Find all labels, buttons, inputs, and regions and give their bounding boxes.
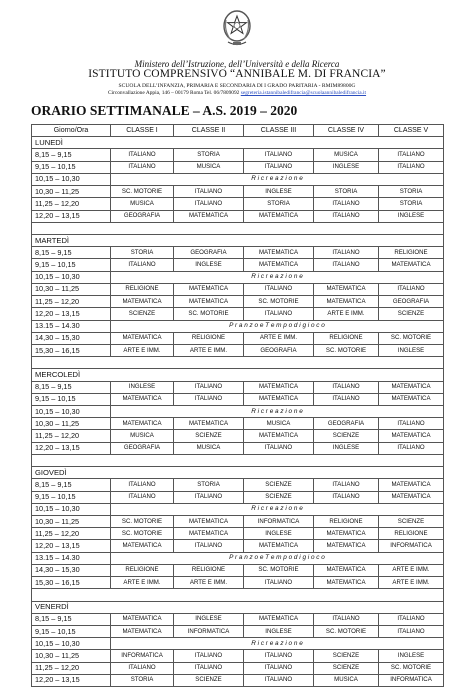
day-header-row — [32, 467, 444, 479]
subject-cell: ITALIANO — [174, 540, 244, 552]
subject-cell: ITALIANO — [379, 161, 444, 173]
subject-cell: MATEMATICA — [174, 418, 244, 430]
break-label: R i c r e a z i o n e — [111, 638, 444, 650]
subject-cell: GEOGRAFIA — [379, 296, 444, 308]
subject-cell: SCIENZE — [174, 674, 244, 686]
subject-cell: ITALIANO — [244, 650, 314, 662]
subject-cell: GEOGRAFIA — [244, 344, 314, 356]
break-label: R i c r e a z i o n e — [111, 503, 444, 515]
subject-cell: INFORMATICA — [379, 540, 444, 552]
subject-cell: RELIGIONE — [379, 247, 444, 259]
time-slot: 8,15 – 9,15 — [32, 613, 111, 625]
subject-cell: ITALIANO — [244, 149, 314, 161]
subject-cell: INGLESE — [244, 528, 314, 540]
time-slot: 8,15 – 9,15 — [32, 381, 111, 393]
table-row — [32, 210, 444, 222]
subject-cell: ARTE E IMM. — [111, 577, 174, 589]
empty-cell — [32, 222, 444, 234]
time-slot: 11,25 – 12,20 — [32, 198, 111, 210]
subject-cell: MUSICA — [314, 674, 379, 686]
empty-cell — [32, 357, 444, 369]
time-slot: 9,15 – 10,15 — [32, 259, 111, 271]
subject-cell: MATEMATICA — [379, 430, 444, 442]
table-row — [32, 247, 444, 259]
time-slot: 12,20 – 13,15 — [32, 540, 111, 552]
table-row — [32, 650, 444, 662]
column-header: CLASSE III — [244, 125, 314, 137]
subject-cell: MATEMATICA — [379, 259, 444, 271]
subject-cell: ARTE E IMM. — [111, 344, 174, 356]
time-slot: 8,15 – 9,15 — [32, 149, 111, 161]
school-subtitle: SCUOLA DELL’INFANZIA, PRIMARIA E SECONDARIA DI I GRADO PARITARIA - RMIM89800G — [118, 83, 356, 89]
subject-cell: MATEMATICA — [244, 210, 314, 222]
subject-cell: ITALIANO — [111, 259, 174, 271]
table-row — [32, 516, 444, 528]
subject-cell: RELIGIONE — [314, 332, 379, 344]
table-row — [32, 296, 444, 308]
subject-cell: INGLESE — [379, 210, 444, 222]
subject-cell: ITALIANO — [111, 149, 174, 161]
subject-cell: ITALIANO — [314, 198, 379, 210]
table-row — [32, 259, 444, 271]
subject-cell: SCIENZE — [314, 650, 379, 662]
subject-cell: MATEMATICA — [111, 418, 174, 430]
subject-cell: SC. MOTORIE — [111, 516, 174, 528]
subject-cell: STORIA — [111, 674, 174, 686]
subject-cell: ARTE E IMM. — [174, 344, 244, 356]
subject-cell: INFORMATICA — [111, 650, 174, 662]
subject-cell: ITALIANO — [379, 442, 444, 454]
time-slot: 14,30 – 15,30 — [32, 332, 111, 344]
subject-cell: MATEMATICA — [244, 247, 314, 259]
subject-cell: ITALIANO — [379, 625, 444, 637]
subject-cell: ITALIANO — [379, 149, 444, 161]
subject-cell: MUSICA — [174, 161, 244, 173]
time-slot: 10,15 – 10,30 — [32, 638, 111, 650]
subject-cell: INGLESE — [314, 442, 379, 454]
time-slot: 9,15 – 10,15 — [32, 161, 111, 173]
subject-cell: GEOGRAFIA — [314, 418, 379, 430]
column-header: CLASSE II — [174, 125, 244, 137]
subject-cell: STORIA — [244, 198, 314, 210]
break-label: R i c r e a z i o n e — [111, 173, 444, 185]
spacer-row — [32, 222, 444, 234]
table-row — [32, 283, 444, 295]
time-slot: 15,30 – 16,15 — [32, 577, 111, 589]
subject-cell: RELIGIONE — [111, 564, 174, 576]
email-link[interactable]: segreteria.istannibaledifrancia@scuolaannibaledifrancia.it — [240, 90, 367, 96]
spacer-row — [32, 357, 444, 369]
subject-cell: MATEMATICA — [244, 540, 314, 552]
subject-cell: MATEMATICA — [244, 613, 314, 625]
subject-cell: RELIGIONE — [174, 332, 244, 344]
time-slot: 9,15 – 10,15 — [32, 491, 111, 503]
subject-cell: MUSICA — [111, 198, 174, 210]
time-slot: 11,25 – 12,20 — [32, 662, 111, 674]
time-slot: 10,15 – 10,30 — [32, 503, 111, 515]
table-row — [32, 540, 444, 552]
day-header-row — [32, 601, 444, 613]
subject-cell: ITALIANO — [314, 479, 379, 491]
subject-cell: SCIENZE — [174, 430, 244, 442]
subject-cell: ITALIANO — [111, 161, 174, 173]
subject-cell: STORIA — [174, 479, 244, 491]
subject-cell: MATEMATICA — [314, 296, 379, 308]
ministry-line: Ministero dell’Istruzione, dell’Università e della Ricerca — [134, 59, 340, 69]
break-label: R i c r e a z i o n e — [111, 406, 444, 418]
day-row-filler — [111, 467, 444, 479]
subject-cell: INGLESE — [314, 161, 379, 173]
time-slot: 15,30 – 16,15 — [32, 344, 111, 356]
break-label: P r a n z o e T e m p o d i g i o c o — [111, 552, 444, 564]
subject-cell: MATEMATICA — [379, 479, 444, 491]
table-row — [32, 491, 444, 503]
subject-cell: GEOGRAFIA — [111, 442, 174, 454]
subject-cell: SCIENZE — [379, 516, 444, 528]
subject-cell: GEOGRAFIA — [111, 210, 174, 222]
subject-cell: ARTE E IMM. — [244, 332, 314, 344]
subject-cell: INFORMATICA — [174, 625, 244, 637]
subject-cell: ITALIANO — [314, 259, 379, 271]
subject-cell: SC. MOTORIE — [244, 296, 314, 308]
time-slot: 8,15 – 9,15 — [32, 247, 111, 259]
time-slot: 12,20 – 13,15 — [32, 674, 111, 686]
table-row — [32, 674, 444, 686]
day-row-filler — [111, 137, 444, 149]
subject-cell: ITALIANO — [244, 161, 314, 173]
empty-cell — [32, 589, 444, 601]
break-row — [32, 271, 444, 283]
time-slot: 10,15 – 10,30 — [32, 271, 111, 283]
table-header-row — [32, 125, 444, 137]
day-header-row — [32, 369, 444, 381]
subject-cell: MATEMATICA — [174, 516, 244, 528]
time-slot: 13.15 – 14.30 — [32, 320, 111, 332]
subject-cell: SCIENZE — [379, 308, 444, 320]
subject-cell: ITALIANO — [244, 662, 314, 674]
table-row — [32, 528, 444, 540]
subject-cell: STORIA — [111, 247, 174, 259]
subject-cell: ITALIANO — [174, 381, 244, 393]
page-title: ORARIO SETTIMANALE – A.S. 2019 – 2020 — [31, 103, 298, 118]
column-header: Giorno/Ora — [32, 125, 111, 137]
address-text: Circonvallazione Appia, 146 – 00179 Roma Tel. 06/7809092 — [107, 90, 240, 96]
subject-cell: SCIENZE — [111, 308, 174, 320]
break-row — [32, 173, 444, 185]
time-slot: 10,30 – 11,25 — [32, 516, 111, 528]
subject-cell: SCIENZE — [314, 662, 379, 674]
table-row — [32, 430, 444, 442]
subject-cell: MATEMATICA — [244, 430, 314, 442]
subject-cell: ITALIANO — [314, 381, 379, 393]
subject-cell: STORIA — [379, 198, 444, 210]
subject-cell: ITALIANO — [314, 210, 379, 222]
subject-cell: INGLESE — [244, 186, 314, 198]
subject-cell: MUSICA — [174, 442, 244, 454]
day-label: LUNEDÌ — [32, 137, 111, 149]
subject-cell: MATEMATICA — [244, 381, 314, 393]
subject-cell: ITALIANO — [379, 418, 444, 430]
subject-cell: SC. MOTORIE — [244, 564, 314, 576]
time-slot: 8,15 – 9,15 — [32, 479, 111, 491]
table-row — [32, 198, 444, 210]
subject-cell: SC. MOTORIE — [379, 332, 444, 344]
table-row — [32, 344, 444, 356]
day-label: MERCOLEDÌ — [32, 369, 111, 381]
school-name: ISTITUTO COMPRENSIVO “ANNIBALE M. DI FRANCIA” — [88, 68, 386, 80]
subject-cell: RELIGIONE — [111, 283, 174, 295]
subject-cell: MATEMATICA — [111, 540, 174, 552]
table-row — [32, 418, 444, 430]
table-row — [32, 613, 444, 625]
break-row — [32, 552, 444, 564]
schedule-table — [31, 124, 444, 687]
time-slot: 11,25 – 12,20 — [32, 296, 111, 308]
subject-cell: INGLESE — [244, 625, 314, 637]
subject-cell: MATEMATICA — [379, 393, 444, 405]
subject-cell: ARTE E IMM. — [314, 308, 379, 320]
table-row — [32, 186, 444, 198]
subject-cell: ITALIANO — [174, 393, 244, 405]
subject-cell: ITALIANO — [174, 662, 244, 674]
subject-cell: ITALIANO — [244, 577, 314, 589]
subject-cell: ARTE E IMM. — [379, 564, 444, 576]
subject-cell: GEOGRAFIA — [174, 247, 244, 259]
subject-cell: ITALIANO — [174, 198, 244, 210]
table-row — [32, 564, 444, 576]
subject-cell: ARTE E IMM. — [174, 577, 244, 589]
subject-cell: MATEMATICA — [111, 393, 174, 405]
column-header: CLASSE IV — [314, 125, 379, 137]
subject-cell: MATEMATICA — [314, 564, 379, 576]
subject-cell: ITALIANO — [244, 674, 314, 686]
schedule-body — [32, 137, 444, 687]
time-slot: 12,20 – 13,15 — [32, 308, 111, 320]
table-row — [32, 161, 444, 173]
time-slot: 10,15 – 10,30 — [32, 406, 111, 418]
column-header: CLASSE I — [111, 125, 174, 137]
subject-cell: MUSICA — [314, 149, 379, 161]
spacer-row — [32, 454, 444, 466]
subject-cell: RELIGIONE — [379, 528, 444, 540]
subject-cell: MATEMATICA — [174, 528, 244, 540]
table-row — [32, 332, 444, 344]
time-slot: 9,15 – 10,15 — [32, 625, 111, 637]
table-row — [32, 149, 444, 161]
subject-cell: ITALIANO — [244, 283, 314, 295]
subject-cell: INFORMATICA — [244, 516, 314, 528]
time-slot: 9,15 – 10,15 — [32, 393, 111, 405]
day-row-filler — [111, 601, 444, 613]
subject-cell: MATEMATICA — [174, 296, 244, 308]
subject-cell: MATEMATICA — [314, 283, 379, 295]
table-row — [32, 479, 444, 491]
subject-cell: INGLESE — [174, 259, 244, 271]
time-slot: 13.15 – 14.30 — [32, 552, 111, 564]
break-row — [32, 320, 444, 332]
subject-cell: MATEMATICA — [244, 259, 314, 271]
subject-cell: SC. MOTORIE — [314, 625, 379, 637]
subject-cell: MATEMATICA — [379, 381, 444, 393]
break-row — [32, 406, 444, 418]
subject-cell: ITALIANO — [379, 283, 444, 295]
subject-cell: RELIGIONE — [174, 564, 244, 576]
subject-cell: SCIENZE — [244, 479, 314, 491]
table-row — [32, 393, 444, 405]
subject-cell: MATEMATICA — [111, 625, 174, 637]
subject-cell: MUSICA — [244, 418, 314, 430]
break-row — [32, 503, 444, 515]
table-row — [32, 308, 444, 320]
subject-cell: INFORMATICA — [379, 674, 444, 686]
time-slot: 10,30 – 11,25 — [32, 650, 111, 662]
subject-cell: SC. MOTORIE — [111, 528, 174, 540]
day-label: GIOVEDÌ — [32, 467, 111, 479]
subject-cell: STORIA — [174, 149, 244, 161]
empty-cell — [32, 454, 444, 466]
time-slot: 10,30 – 11,25 — [32, 186, 111, 198]
day-row-filler — [111, 234, 444, 246]
subject-cell: MUSICA — [111, 430, 174, 442]
subject-cell: SCIENZE — [314, 430, 379, 442]
day-header-row — [32, 137, 444, 149]
time-slot: 14,30 – 15,30 — [32, 564, 111, 576]
subject-cell: SC. MOTORIE — [379, 662, 444, 674]
time-slot: 12,20 – 13,15 — [32, 210, 111, 222]
table-row — [32, 381, 444, 393]
subject-cell: MATEMATICA — [314, 577, 379, 589]
subject-cell: SCIENZE — [244, 491, 314, 503]
subject-cell: SC. MOTORIE — [314, 344, 379, 356]
subject-cell: ITALIANO — [314, 393, 379, 405]
subject-cell: MATEMATICA — [244, 393, 314, 405]
subject-cell: ITALIANO — [174, 491, 244, 503]
school-address — [0, 90, 474, 96]
subject-cell: MATEMATICA — [174, 210, 244, 222]
subject-cell: MATEMATICA — [379, 491, 444, 503]
subject-cell: RELIGIONE — [314, 516, 379, 528]
subject-cell: ITALIANO — [314, 613, 379, 625]
subject-cell: ITALIANO — [314, 491, 379, 503]
subject-cell: STORIA — [379, 186, 444, 198]
day-row-filler — [111, 369, 444, 381]
break-label: P r a n z o e T e m p o d i g i o c o — [111, 320, 444, 332]
subject-cell: SC. MOTORIE — [174, 308, 244, 320]
subject-cell: MATEMATICA — [111, 332, 174, 344]
table-row — [32, 577, 444, 589]
subject-cell: MATEMATICA — [174, 283, 244, 295]
subject-cell: ITALIANO — [111, 491, 174, 503]
subject-cell: ITALIANO — [111, 479, 174, 491]
time-slot: 11,25 – 12,20 — [32, 430, 111, 442]
day-header-row — [32, 234, 444, 246]
subject-cell: ARTE E IMM. — [379, 577, 444, 589]
table-row — [32, 625, 444, 637]
subject-cell: ITALIANO — [244, 308, 314, 320]
subject-cell: MATEMATICA — [314, 540, 379, 552]
subject-cell: MATEMATICA — [314, 528, 379, 540]
time-slot: 10,30 – 11,25 — [32, 283, 111, 295]
subject-cell: MATEMATICA — [111, 613, 174, 625]
time-slot: 10,15 – 10,30 — [32, 173, 111, 185]
break-row — [32, 638, 444, 650]
time-slot: 12,20 – 13,15 — [32, 442, 111, 454]
day-label: MARTEDÌ — [32, 234, 111, 246]
subject-cell: ITALIANO — [244, 442, 314, 454]
time-slot: 11,25 – 12,20 — [32, 528, 111, 540]
subject-cell: SC. MOTORIE — [111, 186, 174, 198]
table-row — [32, 442, 444, 454]
subject-cell: ITALIANO — [174, 650, 244, 662]
day-label: VENERDÌ — [32, 601, 111, 613]
subject-cell: ITALIANO — [379, 613, 444, 625]
subject-cell: ITALIANO — [174, 186, 244, 198]
subject-cell: INGLESE — [111, 381, 174, 393]
time-slot: 10,30 – 11,25 — [32, 418, 111, 430]
column-header: CLASSE V — [379, 125, 444, 137]
subject-cell: INGLESE — [379, 650, 444, 662]
spacer-row — [32, 589, 444, 601]
break-label: R i c r e a z i o n e — [111, 271, 444, 283]
table-row — [32, 662, 444, 674]
subject-cell: ITALIANO — [314, 247, 379, 259]
subject-cell: MATEMATICA — [111, 296, 174, 308]
subject-cell: STORIA — [314, 186, 379, 198]
subject-cell: INGLESE — [379, 344, 444, 356]
subject-cell: ITALIANO — [111, 662, 174, 674]
republic-emblem-icon — [221, 6, 253, 50]
subject-cell: INGLESE — [174, 613, 244, 625]
